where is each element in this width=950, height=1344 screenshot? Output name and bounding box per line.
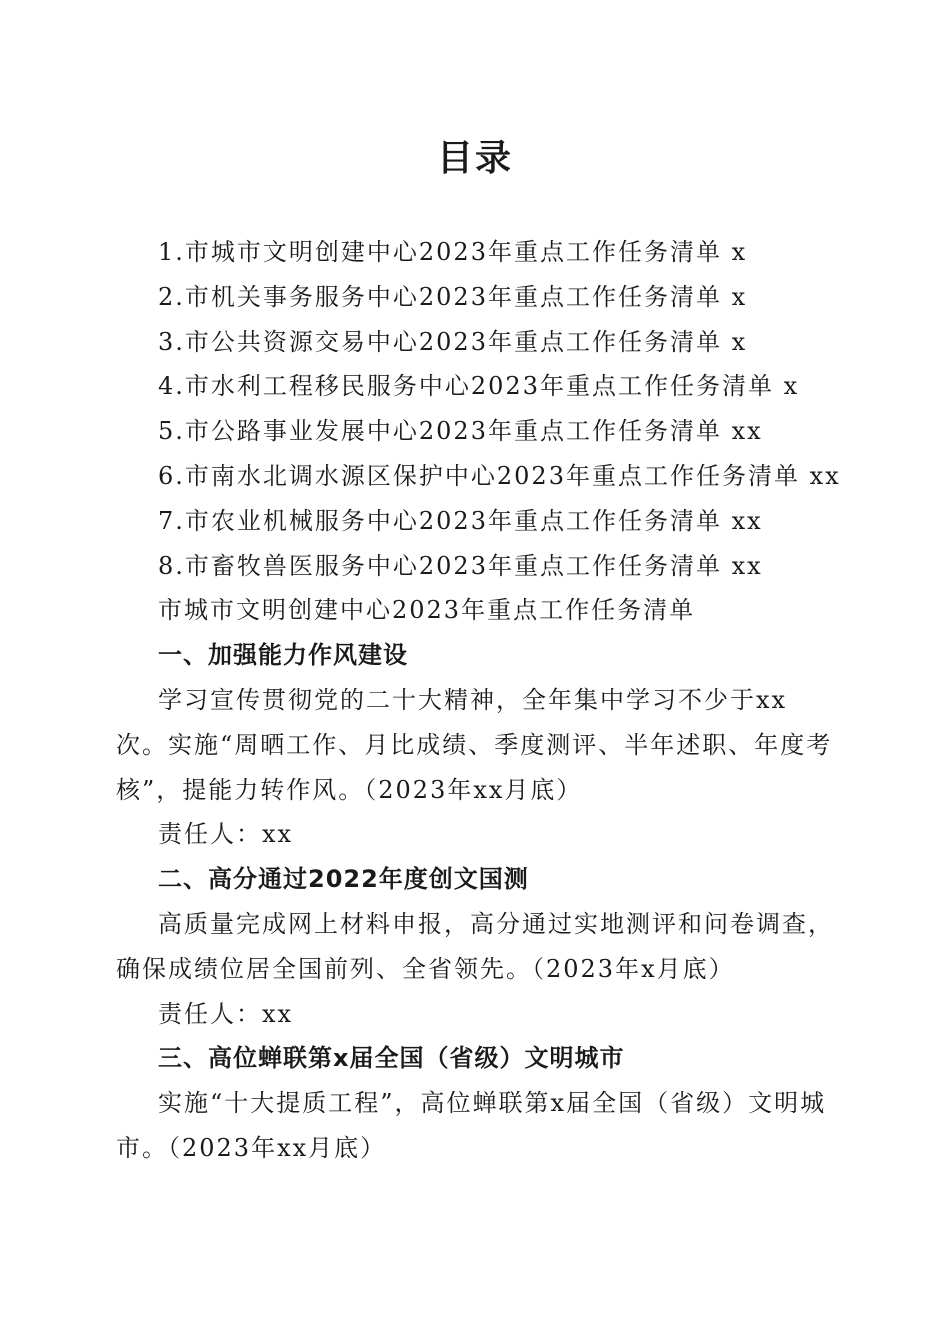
item-paragraph: 实施“十大提质工程”，高位蝉联第x届全国（省级）文明城市。（2023年xx月底）: [116, 1089, 827, 1162]
document-body: [116, 230, 841, 1171]
item-paragraph: 高质量完成网上材料申报，高分通过实地测评和问卷调查，确保成绩位居全国前列、全省领先。（2023年x月底）: [116, 909, 834, 983]
toc-item[interactable]: 3.市公共资源交易中心2023年重点工作任务清单 x: [158, 327, 748, 356]
task-item: [116, 633, 836, 857]
toc-item[interactable]: 5.市公路事业发展中心2023年重点工作任务清单 xx: [158, 417, 763, 446]
item-heading: 三、高位蝉联第x届全国（省级）文明城市: [158, 1044, 625, 1073]
toc-item[interactable]: 2.市机关事务服务中心2023年重点工作任务清单 x: [158, 282, 748, 311]
section-title: 市城市文明创建中心2023年重点工作任务清单: [158, 596, 696, 625]
task-item: [116, 857, 836, 1036]
toc-item[interactable]: 8.市畜牧兽医服务中心2023年重点工作任务清单 xx: [158, 551, 763, 580]
item-heading: 一、加强能力作风建设: [158, 641, 408, 670]
responsible-person: 责任人：xx: [158, 820, 294, 849]
toc-item[interactable]: 1.市城市文明创建中心2023年重点工作任务清单 x: [158, 238, 748, 266]
task-item: [116, 1036, 836, 1170]
document-title: 目录: [436, 137, 513, 179]
toc-item[interactable]: 6.市南水北调水源区保护中心2023年重点工作任务清单 xx: [158, 461, 841, 490]
item-heading: 二、高分通过2022年度创文国测: [158, 865, 529, 894]
item-paragraph: 学习宣传贯彻党的二十大精神，全年集中学习不少于xx次。实施“周晒工作、月比成绩、季度测评、半年述职、年度考核”，提能力转作风。（2023年xx月底）: [116, 685, 833, 804]
toc-item[interactable]: 7.市农业机械服务中心2023年重点工作任务清单 xx: [158, 506, 763, 535]
responsible-person: 责任人：xx: [158, 999, 294, 1028]
toc-item[interactable]: 4.市水利工程移民服务中心2023年重点工作任务清单 x: [158, 372, 800, 401]
table-of-contents: [116, 230, 841, 588]
